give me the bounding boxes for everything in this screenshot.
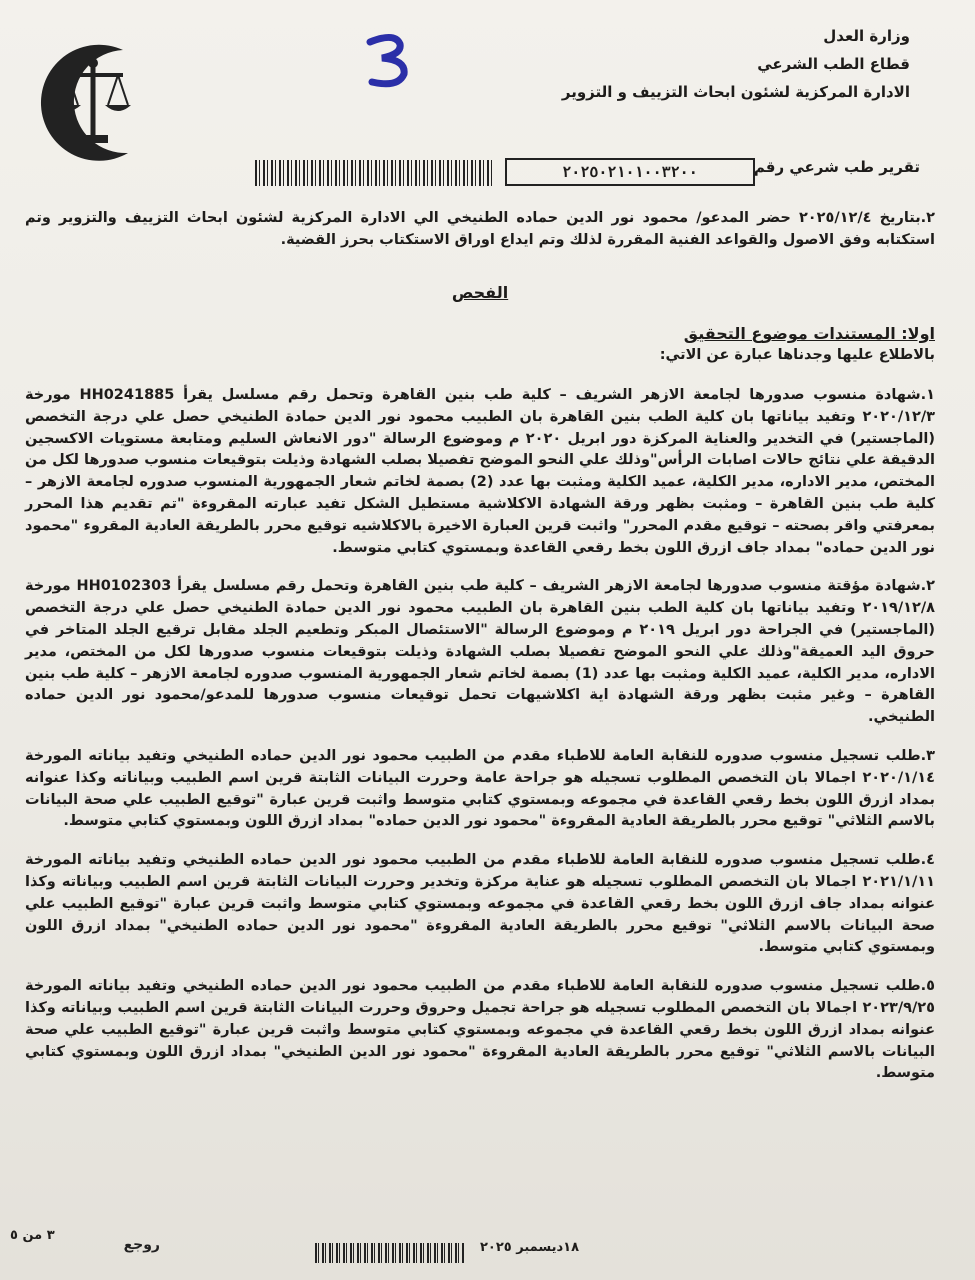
document-item: ١.شهادة منسوب صدورها لجامعة الازهر الشريف – كلية طب بنين القاهرة وتحمل رقم مسلسل يقرأ HH0241885 مورخة ٢٠٢٠/١٢/٣ وتفيد بياناتها بان كلية الطب بنين القاهرة بان الطبيب محمود نور الدين حمادة الطنيخي حصل علي درجة التخصص (الماجستير) في التخدير والعناية المركزة دور ابريل ٢٠٢٠ م وموضوع الرسالة "دور الانعاش السليم ومتابعة مستويات الاكسجين الدقيقة علي نتائج حالات اصابات الرأس"وذلك علي النحو الموضح تفصيلا بصلب الشهادة وذيلت بتوقيعات منسوب صدورها لكل من المختص، مدير الاداره، مدير الكلية، عميد الكلية ومثبت بها عدد (2) بصمة لخاتم شعار الجمهورية المنسوب صدوره لجامعة الازهر – كلية طب بنين القاهرة – ومثبت بظهر ورقة الشهادة الاكلاشية مستطيل الشكل تفيد عبارته المقروءة "تم تقديم هذا المحرر بمعرفتي واقر بصحته – توقيع مقدم المحرر" واثبت قرين العبارة الاخيرة بالاكلاشيه توقيع محرر بالطريقة العادية المقروء "محمود نور الدين حماده" بمداد جاف ازرق اللون بخط رقعي القاعدة وبمستوي كتابي متوسط. (25, 386, 935, 556)
reviewed-signature (105, 1232, 165, 1254)
report-number-box: ٢٠٢٥٠٢١٠١٠٠٣٢٠٠ (505, 158, 755, 186)
department-name: الادارة المركزية لشئون ابحاث التزييف و التزوير (561, 83, 910, 101)
bottom-barcode (315, 1243, 465, 1263)
report-number-label: تقرير طب شرعي رقم (753, 158, 920, 176)
ministry-name: وزارة العدل (823, 27, 910, 45)
handwritten-number-mark (360, 30, 420, 90)
reviewed-signature-text: روجع (123, 1237, 160, 1253)
page-number: ٣ من ٥ (10, 1228, 55, 1243)
section-title: الفحص (451, 282, 509, 302)
ministry-of-justice-logo (28, 35, 158, 170)
sector-name: قطاع الطب الشرعي (757, 55, 910, 73)
document-item: ٥.طلب تسجيل منسوب صدوره للنقابة العامة للاطباء مقدم من الطبيب محمود نور الدين حماده الطنيخي وتفيد بياناته المورخة ٢٠٢٣/٩/٢٥ اجمالا بان التخصص المطلوب تسجيله هو جراحة تجميل وحروق وحررت البيانات الثابتة قرين اسم الطبيب وبياناته وكذا عنوانه بمداد ازرق اللون بخط رقعي القاعدة في مجموعه وبمستوي كتابي متوسط واثبت قرين عبارة "توقيع الطبيب علي صحة البيانات بالاسم الثلاثي" توقيع محرر بالطريقة العادية المقروءة "محمود نور الدين الطنيخي" بمداد ازرق اللون وبمستوي كتابي متوسط. (25, 978, 935, 1082)
lead-text: بالاطلاع عليها وجدناها عبارة عن الاتي: (659, 347, 935, 364)
document-body (25, 208, 935, 1102)
footer-date: ١٨ديسمبر ٢٠٢٥ (480, 1240, 580, 1255)
document-item: ٤.طلب تسجيل منسوب صدوره للنقابة العامة للاطباء مقدم من الطبيب محمود نور الدين حماده الطنيخي وتفيد بياناته المورخة ٢٠٢١/١/١١ اجمالا بان التخصص المطلوب تسجيله هو عناية مركزة وتخدير وحررت البيانات الثابتة قرين اسم الطبيب وبياناته وكذا عنوانه بمداد جاف ازرق اللون بخط رقعي القاعدة في مجموعه وبمستوي كتابي متوسط واثبت قرين عبارة "توقيع الطبيب علي صحة البيانات بالاسم الثلاثي" توقيع محرر بالطريقة العادية المقروءة "محمود نور الدين حماده الطنيخي" بمداد ازرق اللون وبمستوي كتابي متوسط. (25, 852, 935, 956)
top-barcode (255, 160, 495, 186)
subsection-title: اولا: المستندات موضوع التحقيق (683, 324, 935, 344)
document-header (350, 22, 910, 106)
document-item: ٣.طلب تسجيل منسوب صدوره للنقابة العامة للاطباء مقدم من الطبيب محمود نور الدين حماده الطنيخي وتفيد بياناته المورخة ٢٠٢٠/١/١٤ اجمالا بان التخصص المطلوب تسجيله هو جراحة عامة وحررت البيانات الثابتة قرين اسم الطبيب وبياناته وكذا عنوانه بمداد ازرق اللون بخط رقعي القاعدة في مجموعه وبمستوي كتابي متوسط واثبت قرين عبارة "توقيع الطبيب علي صحة البيانات بالاسم الثلاثي" توقيع محرر بالطريقة العادية المقروءة "محمود نور الدين حماده" بمداد ازرق اللون وبمستوي كتابي متوسط. (25, 747, 935, 830)
document-item: ٢.شهادة مؤقتة منسوب صدورها لجامعة الازهر الشريف – كلية طب بنين القاهرة وتحمل رقم مسلسل يقرأ HH0102303 مورخة ٢٠١٩/١٢/٨ وتفيد بياناتها بان كلية الطب بنين القاهرة بان الطبيب محمود نور الدين حمادة الطنيخي حصل علي درجة التخصص (الماجستير) في الجراحة دور ابريل ٢٠١٩ م وموضوع الرسالة "الاستئصال المبكر وتطعيم الجلد مقابل ترقيع الجلد المتاخر في حروق اليد العميقة"وذلك علي النحو الموضح تفصيلا بصلب الشهادة وذيلت بتوقيعات منسوب صدورها لكل من المختص، مدير الاداره، مدير الكلية، عميد الكلية ومثبت بها عدد (1) بصمة لخاتم شعار الجمهورية المنسوب صدوره لجامعة الازهر – كلية طب بنين القاهرة – وغير مثبت بظهر ورقة الشهادة اية اكلاشيهات تحمل توقيعات منسوب صدورها للمدعو/محمود نور الدين حماده الطنيخي. (25, 578, 936, 726)
intro-paragraph: ٢.بتاريخ ٢٠٢٥/١٢/٤ حضر المدعو/ محمود نور الدين حماده الطنيخي الي الادارة المركزية لشئون ابحاث التزييف والتزوير وتم استكتابه وفق الاصول والقواعد الفنية المقررة لذلك وتم ايداع اوراق الاستكتاب بحرز القضية. (25, 210, 936, 248)
